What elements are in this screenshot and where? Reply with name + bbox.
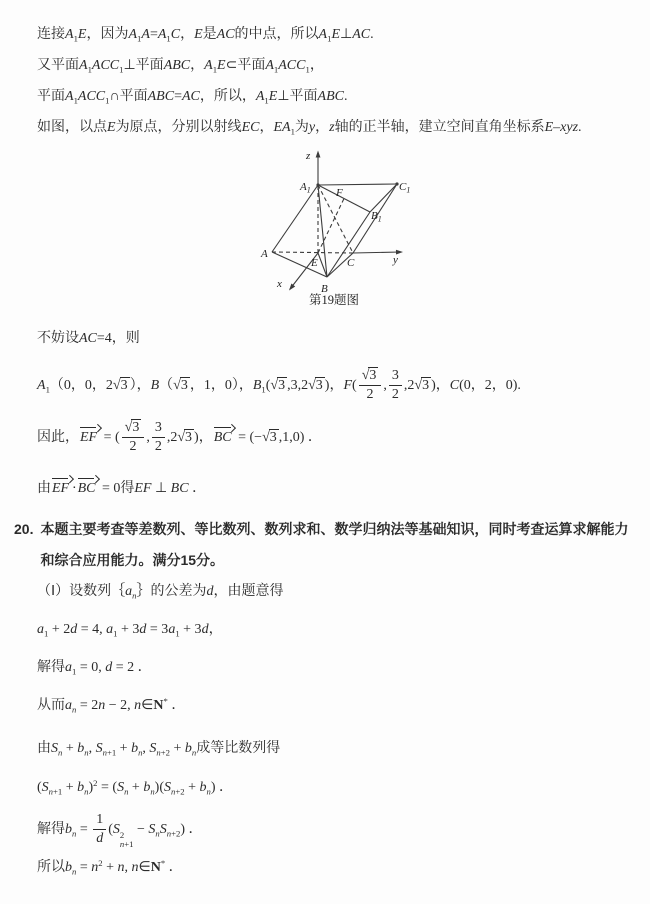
label-a1: $A_1$ — [300, 181, 311, 195]
problem20-eq-4: 由$S_n + b_n$, $S_{n+1} + b_n$, $S_{n+2} + b_n$成等比数列得 — [37, 741, 281, 758]
problem20-eq-7: 所以$b_n = n^2 + n$, n∈N* ． — [37, 858, 183, 877]
label-y-axis: y — [393, 254, 398, 266]
label-e: E — [311, 257, 318, 269]
solution19-line-2: 又平面$A_1ACC_1\perp$平面ABC，$A_1E\subset$平面$A_1ACC_1$， — [37, 58, 324, 75]
label-b: B — [321, 283, 328, 295]
label-x-axis: x — [277, 278, 282, 290]
problem20-part1-line: （Ⅰ）设数列$\{a_n\}$的公差为d，由题意得 — [37, 584, 284, 601]
solution19-line-1: 连接$A_1E$，因为$A_1A=A_1C$，E是AC的中点，所以$A_1E\perp AC$. — [37, 27, 374, 44]
problem20-eq-5: $(S_{n+1} + b_n)^2 = (S_n + b_n)(S_{n+2} + b_n)$ ． — [37, 778, 233, 797]
solution19-conclusion-line: 由EF ⋅BC = 0得EF ⊥ BC ． — [37, 477, 206, 498]
solution19-line-5: 不妨设AC=4，则 — [37, 331, 140, 346]
solution19-vectors-line: 因此，EF = ( $\frac{√3}{2}$ , $\frac{3}{2}$ ,2√3 )，BC = (−√3 ,1,0) ． — [37, 420, 322, 455]
solution19-line-3: 平面$A_1ACC_1\cap$平面ABC=AC，所以，$A_1E\perp$平面ABC. — [37, 89, 348, 106]
problem20-eq-3: 从而$a_n = 2n - 2$, n∈N* ． — [37, 696, 186, 715]
solution19-line-4: 如图，以点E为原点，分别以射线EC，$EA_1$为y，z轴的正半轴，建立空间直角坐标系E–xyz. — [37, 120, 582, 137]
label-f: F — [336, 187, 343, 199]
problem20-eq-2: 解得$a_1 = 0$, d = 2 ． — [37, 660, 152, 677]
label-a: A — [261, 248, 268, 260]
label-z-axis: z — [306, 150, 311, 162]
solution19-coordinates-line: $A_1(0$，0，2√3 ），B（√3 ，1，0），$B_1(√3$ ,3,2√3 )，F( $\frac{√3}{2}$ , $\frac{3}{2}$ ,2√3 )，C(0，2，0). — [37, 368, 521, 403]
label-c1: $C_1$ — [399, 181, 411, 195]
figure-19 — [252, 142, 422, 312]
problem20-intro-text: 本题主要考查等差数列、等比数列、数列求和、数学归纳法等基础知识，同时考查运算求解能力和综合应用能力。满分15分。 — [40, 521, 629, 568]
problem20-intro-paragraph — [14, 514, 632, 576]
problem20-eq-6: 解得$b_n$ = $\frac{1}{d}$ (S 2 n+1 − $S_nS_{n+2}$) ． — [37, 812, 203, 849]
label-c: C — [347, 257, 355, 269]
problem20-eq-1: $a_1 + 2d = 4$, $a_1 + 3d = 3a_1 + 3d$， — [37, 622, 223, 639]
vertex-dot-a1 — [316, 183, 319, 186]
figure-caption: 第19题图 — [308, 293, 360, 307]
problem20-number: 20. — [14, 521, 34, 537]
label-b1: $B_1$ — [371, 210, 382, 224]
